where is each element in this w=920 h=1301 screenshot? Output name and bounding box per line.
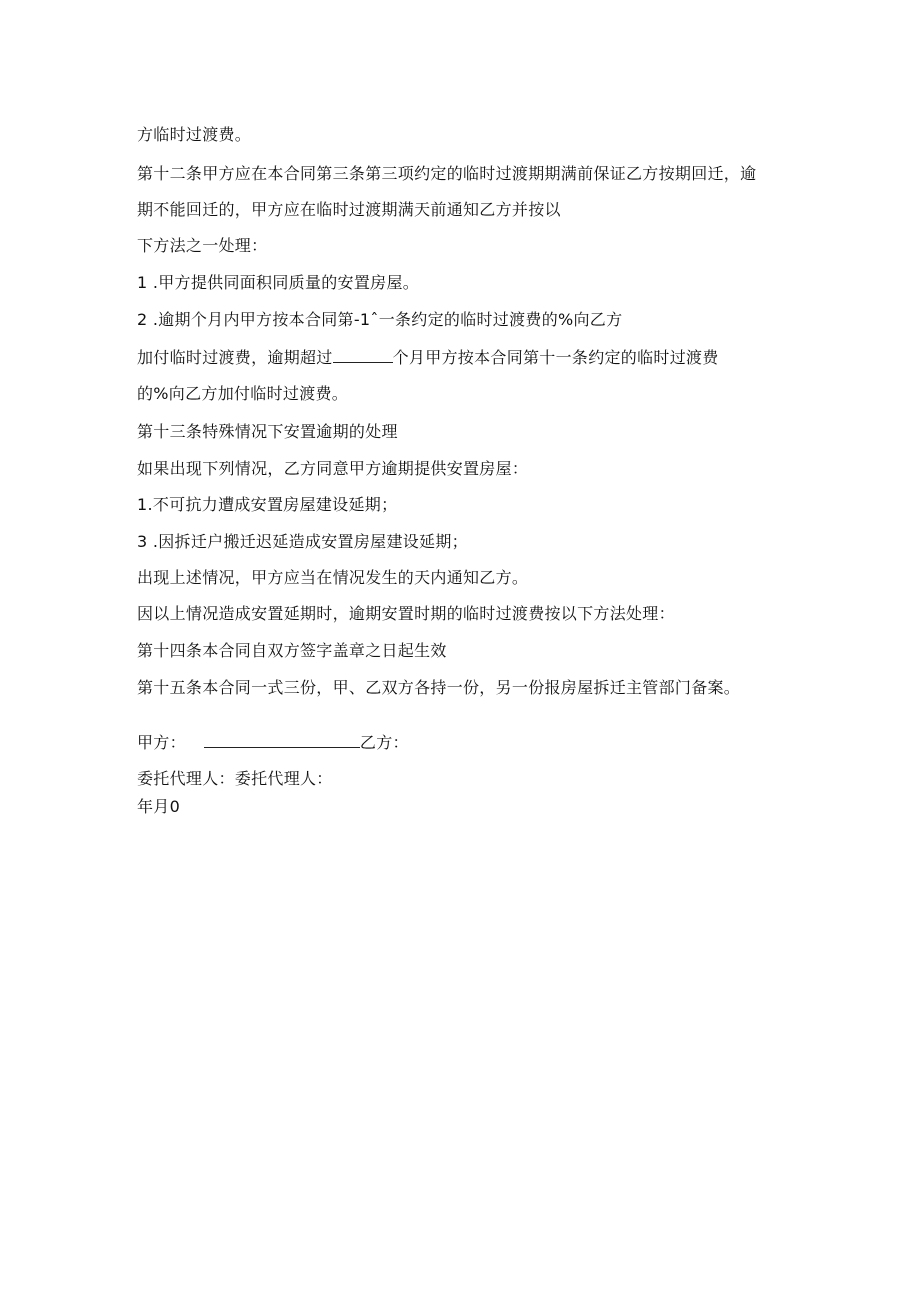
signature-parties-line	[137, 733, 409, 753]
article-12-line-2: 期不能回迁的，甲方应在临时过渡期满天前通知乙方并按以	[137, 200, 561, 219]
text-line: 出现上述情况，甲方应当在情况发生的天内通知乙方。	[137, 568, 529, 587]
text-line: 方临时过渡费。	[137, 125, 252, 144]
list-item-2-continuation	[137, 348, 719, 368]
text-segment: 加付临时过渡费，逾期超过	[137, 348, 333, 367]
list-item-1: 1 .甲方提供同面积同质量的安置房屋。	[137, 273, 420, 292]
date-line: 年月0	[137, 797, 181, 816]
list-item-2-continuation: 的%向乙方加付临时过渡费。	[137, 384, 349, 403]
text-segment: 个月甲方按本合同第十一条约定的临时过渡费	[392, 348, 719, 367]
article-15: 第十五条本合同一式三份，甲、乙双方各持一份，另一份报房屋拆迁主管部门备案。	[137, 678, 741, 697]
fill-in-blank[interactable]	[333, 348, 393, 363]
text-line: 如果出现下列情况，乙方同意甲方逾期提供安置房屋：	[137, 459, 529, 478]
list-item-2: 2 .逾期个月内甲方按本合同第-1ˆ一条约定的临时过渡费的%向乙方	[137, 310, 623, 329]
party-a-signature-blank[interactable]	[204, 733, 360, 748]
party-b-label: 乙方：	[359, 733, 409, 752]
text-line: 因以上情况造成安置延期时，逾期安置时期的临时过渡费按以下方法处理：	[137, 604, 675, 623]
party-a-label: 甲方：	[137, 733, 186, 752]
article-14: 第十四条本合同自双方签字盖章之日起生效	[137, 641, 447, 660]
list-item: 3 .因拆迁户搬迁迟延造成安置房屋建设延期；	[137, 532, 468, 551]
agents-line: 委托代理人：委托代理人：	[137, 769, 333, 788]
list-item: 1.不可抗力遭成安置房屋建设延期；	[137, 495, 398, 514]
article-12-line-3: 下方法之一处理：	[137, 236, 268, 255]
article-13-heading: 第十三条特殊情况下安置逾期的处理	[137, 422, 398, 441]
article-12-line-1: 第十二条甲方应在本合同第三条第三项约定的临时过渡期期满前保证乙方按期回迁，逾	[137, 164, 757, 183]
